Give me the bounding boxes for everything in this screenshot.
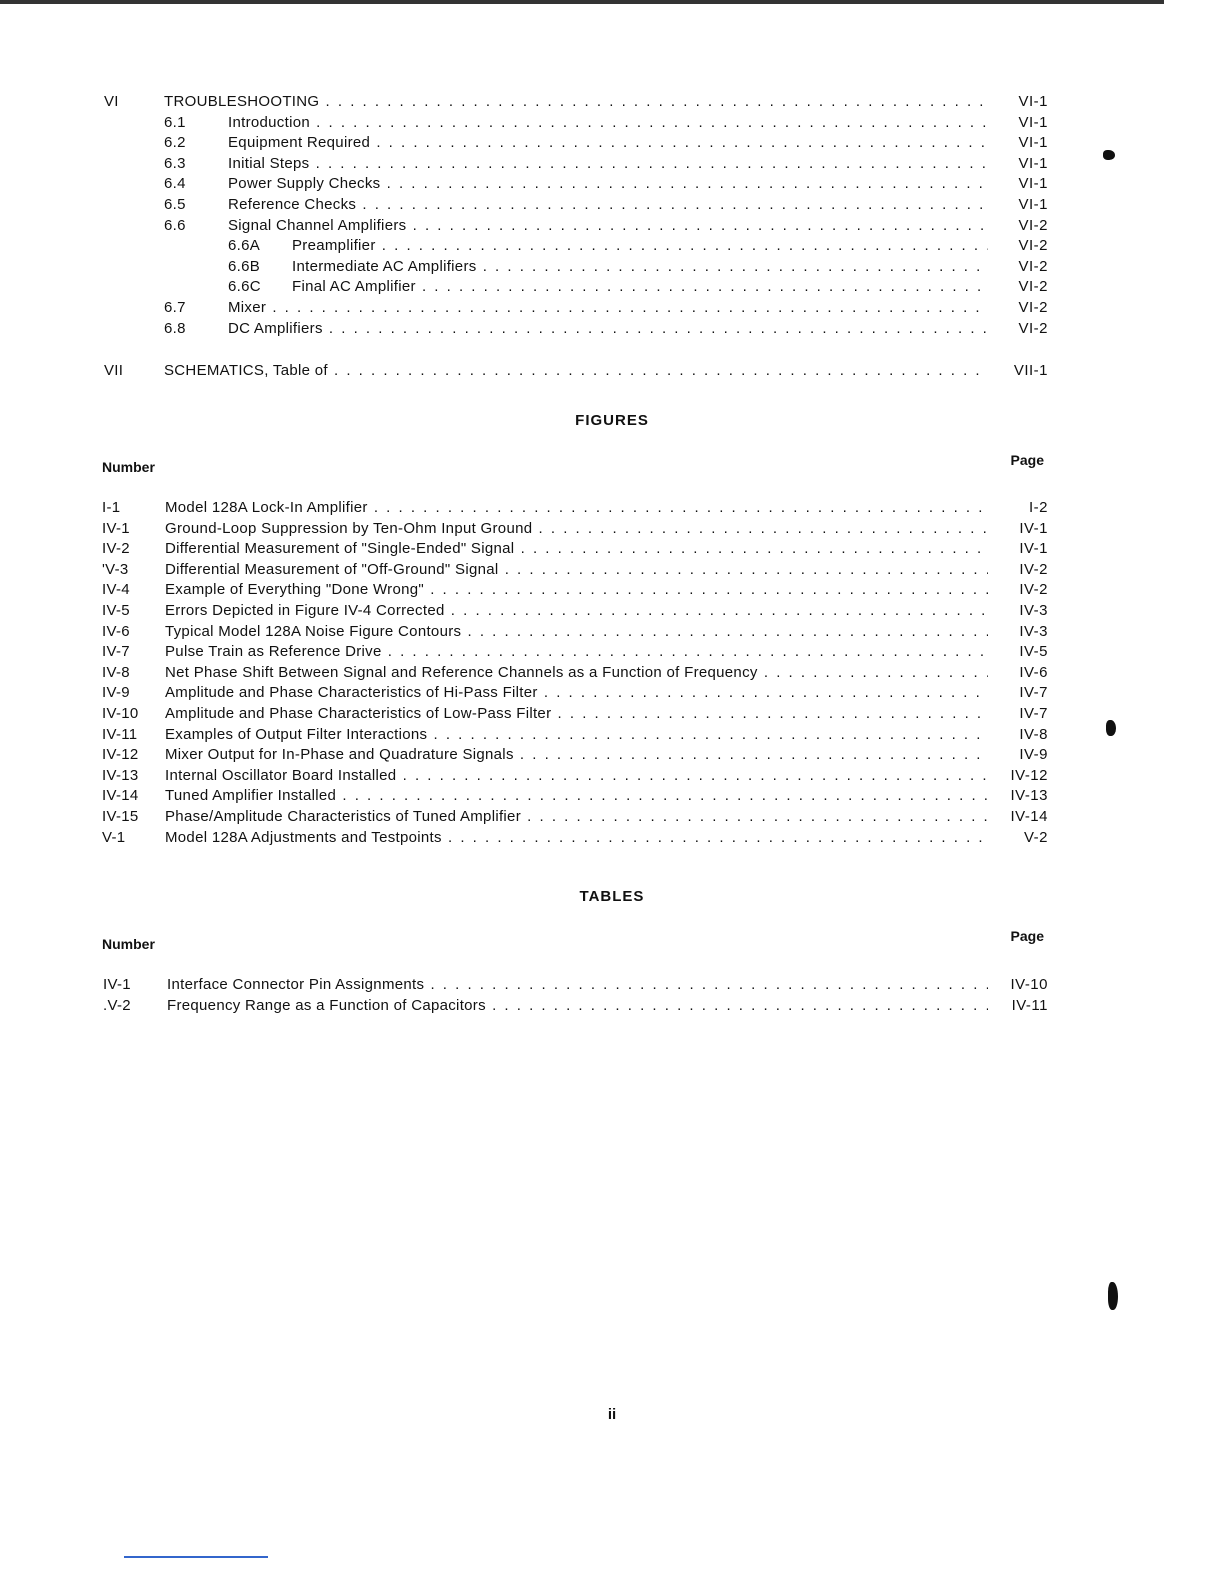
contents-entry-number: 6.1 [164,113,186,131]
figure-entry-number: IV-5 [102,602,130,619]
tables-page-label: Page [1010,928,1044,944]
contents-entry-row [100,195,1048,215]
figure-entry-row [100,663,1048,683]
figure-entry-number: IV-10 [102,705,139,722]
figure-entry-row [100,725,1048,745]
figure-entry-title: Phase/Amplitude Characteristics of Tuned Amplifier . . . [165,807,988,827]
contents-entry-title: Final AC Amplifier . . . [292,277,988,297]
figure-entry-row [100,807,1048,827]
contents-entry-number: 6.5 [164,196,186,213]
figure-entry-row [100,766,1048,786]
contents-entry-page: VI-2 [1018,216,1048,234]
contents-entry-number: 6.3 [164,154,186,172]
figures-heading: FIGURES [575,412,649,429]
table-entry-title: Interface Connector Pin Assignments . . . [167,975,988,995]
figure-entry-number: IV-1 [102,519,130,537]
contents-entry-number: 6.2 [164,134,186,152]
contents-entry-row [100,216,1048,236]
figure-entry-number: V-1 [102,828,126,846]
figure-entry-row [100,580,1048,600]
contents-entry-row [100,174,1048,194]
figure-entry-row [100,642,1048,662]
figure-entry-page: I-2 [1028,499,1048,516]
figure-entry-number: IV-4 [102,581,130,599]
binding-hole-mark [1106,720,1116,736]
table-entry-row [100,975,1048,995]
figure-entry-page: IV-12 [1010,766,1048,784]
table-entry-page: IV-10 [1010,976,1048,993]
contents-entry-title: SCHEMATICS, Table of . . . [164,361,988,381]
figure-entry-page: IV-2 [1019,560,1048,578]
figure-entry-number: IV-8 [102,663,130,681]
figure-entry-row [100,498,1048,518]
contents-entry-row [100,113,1048,133]
figure-entry-title: Differential Measurement of "Single-Ended" Signal . . . [165,539,988,559]
contents-entry-page: VI-2 [1018,278,1048,296]
figure-entry-title: Net Phase Shift Between Signal and Reference Channels as a Function of Frequency . . . [165,663,988,683]
figure-entry-title: Examples of Output Filter Interactions . . . [165,725,988,745]
contents-entry-page: VI-1 [1018,93,1048,110]
table-entry-number: .V-2 [103,996,131,1014]
figure-entry-page: IV-6 [1019,663,1048,681]
figure-entry-number: IV-7 [102,643,130,661]
figure-entry-number: IV-11 [102,725,138,743]
figure-entry-page: IV-3 [1019,622,1048,640]
figure-entry-page: V-2 [1023,828,1048,846]
figure-entry-row [100,601,1048,621]
figure-entry-number: IV-2 [102,540,130,558]
contents-entry-row [100,236,1048,256]
figure-entry-title: Amplitude and Phase Characteristics of Hi-Pass Filter . . . [165,683,988,703]
figure-entry-page: IV-2 [1019,581,1048,599]
figure-entry-row [100,683,1048,703]
figure-entry-row [100,745,1048,765]
figure-entry-title: Model 128A Lock-In Amplifier . . . [165,498,988,518]
table-entry-number: IV-1 [103,976,131,993]
contents-entry-row [100,257,1048,277]
figures-number-label: Number [102,459,155,475]
figure-entry-page: IV-7 [1019,705,1048,722]
contents-entry-number: VI [104,93,119,110]
figure-entry-number: IV-14 [102,787,139,805]
figure-entry-title: Example of Everything "Done Wrong" . . . [165,580,988,600]
figure-entry-number: 'V-3 [102,560,129,578]
contents-entry-page: VI-1 [1018,196,1048,213]
figure-entry-number: IV-13 [102,766,139,784]
figure-entry-number: I-1 [102,499,121,516]
contents-entry-title: Introduction . . . [228,113,988,133]
contents-entry-title: Preamplifier . . . [292,236,988,256]
binding-hole-mark [1103,150,1115,160]
figure-entry-page: IV-7 [1019,684,1048,702]
table-entry-title: Frequency Range as a Function of Capacitors . . . [167,996,988,1016]
figure-entry-row [100,828,1048,848]
page-number: ii [607,1406,617,1423]
figure-entry-number: IV-9 [102,684,130,702]
figure-entry-title: Mixer Output for In-Phase and Quadrature Signals . . . [165,745,988,765]
figures-page-label: Page [1010,452,1044,468]
table-entry-page: IV-11 [1011,996,1048,1014]
contents-entry-number: 6.6 [164,216,186,234]
figure-entry-page: IV-9 [1019,746,1048,764]
contents-entry-number: 6.7 [164,299,186,316]
contents-entry-page: VI-1 [1018,154,1048,172]
figure-entry-row [100,786,1048,806]
figure-entry-row [100,704,1048,724]
contents-entry-row [100,92,1048,112]
contents-entry-row [100,361,1048,381]
contents-entry-row [100,277,1048,297]
binding-hole-mark [1108,1282,1118,1310]
figure-entry-row [100,539,1048,559]
figure-entry-title: Errors Depicted in Figure IV-4 Corrected . . . [165,601,988,621]
contents-entry-row [100,133,1048,153]
figure-entry-page: IV-1 [1019,540,1048,558]
contents-entry-page: VI-2 [1018,257,1048,275]
figure-entry-row [100,560,1048,580]
figure-entry-number: IV-12 [102,746,139,764]
table-entry-row [100,996,1048,1016]
contents-entry-title: Intermediate AC Amplifiers . . . [292,257,988,277]
figure-entry-title: Tuned Amplifier Installed . . . [165,786,988,806]
figure-entry-page: IV-3 [1019,602,1048,619]
figure-entry-page: IV-5 [1019,643,1048,661]
contents-entry-title: Signal Channel Amplifiers . . . [228,216,988,236]
contents-entry-title: Equipment Required . . . [228,133,988,153]
contents-entry-page: VI-2 [1018,237,1048,255]
contents-entry-number: 6.8 [164,319,186,337]
contents-entry-title: Mixer . . . [228,298,988,318]
figure-entry-title: Typical Model 128A Noise Figure Contours . . . [165,622,988,642]
figure-entry-number: IV-15 [102,808,139,825]
contents-entry-page: VI-2 [1018,299,1048,316]
figure-entry-title: Amplitude and Phase Characteristics of Low-Pass Filter . . . [165,704,988,724]
contents-entry-title: Initial Steps . . . [228,154,988,174]
figure-entry-page: IV-13 [1010,787,1048,805]
contents-entry-page: VI-1 [1018,134,1048,152]
contents-entry-page: VI-2 [1018,319,1048,337]
contents-entry-title: Reference Checks . . . [228,195,988,215]
figure-entry-title: Differential Measurement of "Off-Ground" Signal . . . [165,560,988,580]
tables-number-label: Number [102,936,155,952]
contents-entry-number: 6.4 [164,175,186,193]
contents-entry-title: DC Amplifiers . . . [228,319,988,339]
contents-entry-row [100,154,1048,174]
figure-entry-page: IV-8 [1019,725,1048,743]
figure-entry-row [100,519,1048,539]
contents-entry-page: VII-1 [1013,362,1048,380]
figure-entry-title: Model 128A Adjustments and Testpoints . . . [165,828,988,848]
contents-entry-number: 6.6A [228,237,261,255]
contents-entry-number: 6.6B [228,257,261,275]
tables-heading: TABLES [579,888,645,905]
bottom-edge-line [124,1556,268,1558]
contents-entry-page: VI-1 [1018,113,1048,131]
contents-entry-page: VI-1 [1018,175,1048,193]
figure-entry-title: Ground-Loop Suppression by Ten-Ohm Input Ground . . . [165,519,988,539]
figure-entry-row [100,622,1048,642]
contents-entry-number: 6.6C [228,278,261,296]
contents-entry-row [100,298,1048,318]
figure-entry-page: IV-14 [1010,808,1048,825]
figure-entry-title: Pulse Train as Reference Drive . . . [165,642,988,662]
contents-entry-title: TROUBLESHOOTING . . . [164,92,988,112]
figure-entry-number: IV-6 [102,622,130,640]
contents-entry-title: Power Supply Checks . . . [228,174,988,194]
figure-entry-title: Internal Oscillator Board Installed . . . [165,766,988,786]
contents-entry-row [100,319,1048,339]
contents-entry-number: VII [104,362,124,380]
figure-entry-page: IV-1 [1019,519,1048,537]
